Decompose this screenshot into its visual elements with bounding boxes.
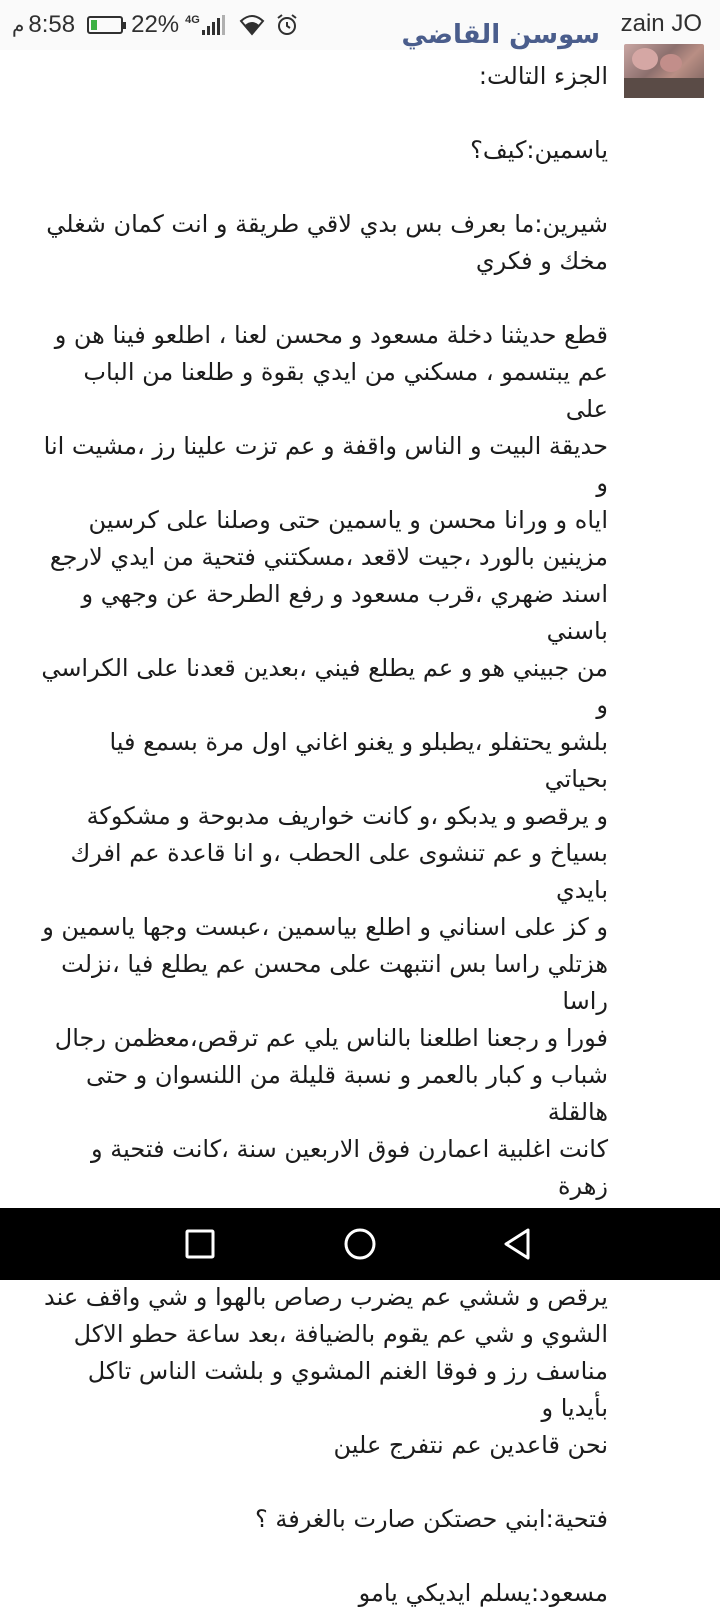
clock: 8:58 — [28, 11, 76, 38]
alarm-clock-icon — [275, 13, 299, 37]
battery-percent: 22% — [131, 11, 180, 38]
battery-charging-icon — [87, 16, 123, 34]
post-paragraph: شيرين:ما بعرف بس بدي لاقي طريقة و انت كمان شغلي مخك و فكري — [46, 210, 608, 275]
home-circle-icon[interactable] — [340, 1226, 380, 1262]
navigation-bar — [0, 1208, 720, 1280]
network-type: 4G — [185, 14, 200, 26]
post-body — [40, 58, 608, 1612]
signal-icon — [202, 15, 227, 35]
post-paragraph: قطع حديثنا دخلة مسعود و محسن لعنا ، اطلعو فينا هن و عم يبتسمو ، مسكني من ايدي بقوة و طلعنا من الباب على حديقة البيت و الناس واقفة و عم تزت علينا رز ،مشيت انا و اياه و ورانا محسن و ياسمين حتى وصلنا على كرسين مزينين بالورد ،جيت لاقعد ،مسكتني فتحية من ايدي لارجع اسند ضهري ،قرب مسعود و رفع الطرحة عن وجهي و باسني من جبيني هو و عم يطلع فيني ،بعدين قعدنا على الكراسي و بلشو يحتفلو ،يطبلو و يغنو اغاني اول مرة بسمع فيا بحياتي و يرقصو و يدبكو ،و كانت خواريف مدبوحة و مشكوكة بسياخ و عم تنشوى على الحطب ،و انا قاعدة عم افرك بايدي و كز على اسناني و اطلع بياسمين ،عبست وجها ياسمين و هزتلي راسا بس انتبهت على محسن عم يطلع فيا ،نزلت راسا فورا و رجعنا اطلعنا بالناس يلي عم ترقص،معظمن رجال شباب و كبار بالعمر و نسبة قليلة من اللنسوان و حتى هالقلة كانت اغلبية اعمارن فوق الاربعين سنة ،كانت فتحية و زهرة يرقص و ششي عم يضرب رصاص بالهوا و شي واقف عند الشوي و شي عم يقوم بالضيافة ،بعد ساعة حطو الاكل مناسف رز و فوقا الغنم المشوي و بلشت الناس تاكل بأيديا و نحن قاعدين عم نتفرج علين — [41, 321, 608, 1459]
post-paragraph: الجزء التالت: — [478, 62, 608, 90]
status-icons — [12, 8, 299, 42]
wifi-icon — [239, 14, 265, 36]
author-avatar[interactable] — [624, 44, 704, 98]
ampm-label: م — [12, 14, 25, 37]
author-name-link[interactable]: سوسن القاضي — [401, 20, 600, 50]
post-paragraph: ياسمين:كيف؟ — [470, 136, 608, 164]
recent-apps-square-icon[interactable] — [180, 1226, 220, 1262]
back-triangle-icon[interactable] — [498, 1226, 538, 1262]
carrier-label: zain JO — [620, 10, 702, 37]
post-paragraph: مسعود:يسلم ايديكي يامو — [358, 1579, 608, 1607]
status-bar — [0, 0, 720, 50]
post-paragraph: فتحية:ابني حصتكن صارت بالغرفة ؟ — [254, 1505, 608, 1533]
